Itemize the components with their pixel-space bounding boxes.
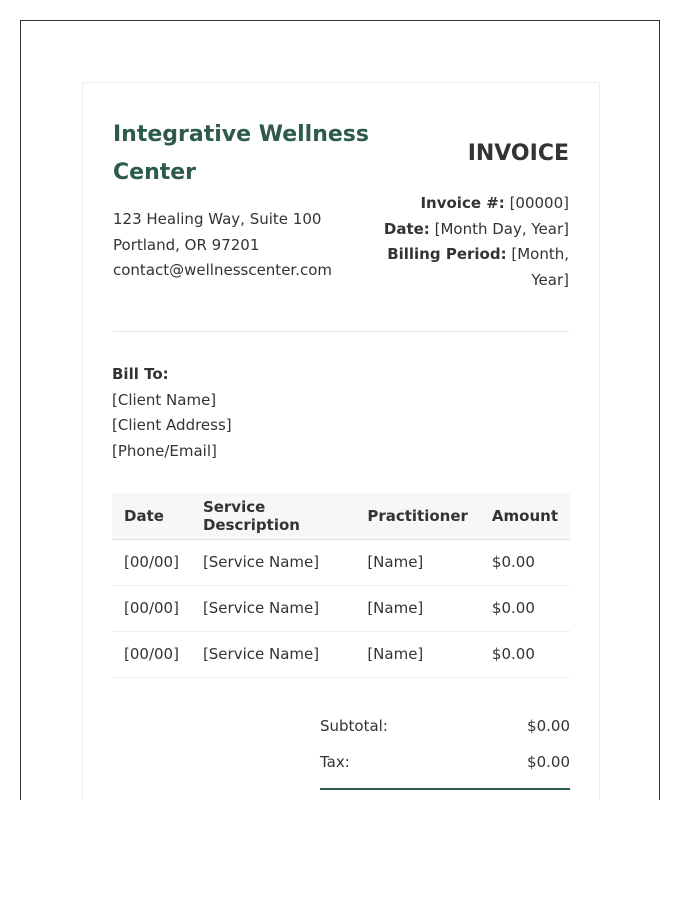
row-service: [Service Name] [191,539,355,585]
row-date: [00/00] [112,585,191,631]
invoice-date-value: [Month Day, Year] [434,219,569,238]
total-divider [320,788,570,790]
subtotal-label: Subtotal: [320,717,388,735]
company-address-line1: 123 Healing Way, Suite 100 [113,210,322,228]
table-row [112,631,570,677]
invoice-number-line [359,191,569,217]
column-header-practitioner: Practitioner [355,493,480,539]
column-header-date: Date [112,493,191,539]
company-name: Integrative Wellness Center [113,122,369,185]
table-row [112,539,570,585]
company-email: contact@wellnesscenter.com [113,261,333,279]
table-header-row [112,493,570,539]
row-amount: $0.00 [480,585,570,631]
client-contact: [Phone/Email] [112,441,217,460]
column-header-service: Service Description [191,493,355,539]
column-header-amount: Amount [480,493,570,539]
tax-label: Tax: [320,753,350,771]
tax-row [320,744,570,780]
page-frame [20,20,660,800]
invoice-meta [359,191,569,293]
billing-period-line [359,242,569,293]
client-address: [Client Address] [112,416,232,434]
row-practitioner: [Name] [355,585,480,631]
invoice-date-label: Date: [383,219,430,238]
client-name: [Client Name] [112,390,217,409]
billing-period-label: Billing Period: [387,245,507,263]
invoice-date-line [359,217,569,243]
row-date: [00/00] [112,539,191,585]
row-date: [00/00] [112,631,191,677]
bill-to-block [112,362,232,464]
invoice-title: INVOICE [467,141,569,166]
row-practitioner: [Name] [355,631,480,677]
invoice-number-label: Invoice #: [420,194,505,212]
row-practitioner: [Name] [355,539,480,585]
services-table [112,493,570,678]
subtotal-row [320,708,570,744]
row-amount: $0.00 [480,539,570,585]
totals-block [320,708,570,790]
billing-period-value: [Month, Year] [511,245,569,289]
company-contact-block [113,207,332,284]
row-service: [Service Name] [191,585,355,631]
row-service: [Service Name] [191,631,355,677]
tax-value: $0.00 [527,753,570,771]
bill-to-label: Bill To: [112,365,169,383]
company-address-line2: Portland, OR 97201 [113,235,260,254]
invoice-header [113,83,569,332]
row-amount: $0.00 [480,631,570,677]
subtotal-value: $0.00 [527,717,570,735]
table-row [112,585,570,631]
invoice-number-value: [00000] [509,194,569,212]
